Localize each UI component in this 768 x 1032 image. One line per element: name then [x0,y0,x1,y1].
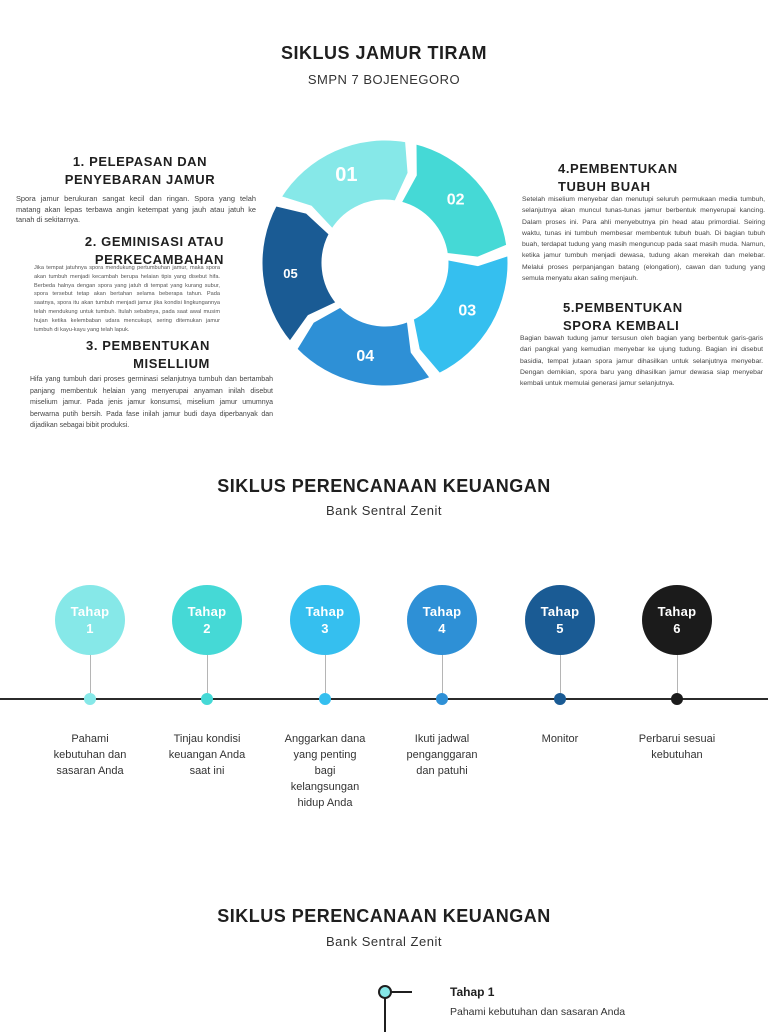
stage-dot-1 [84,693,96,705]
ring-label-4: 04 [356,347,375,365]
ring-label-3: 03 [458,302,477,320]
stage-dot-3 [319,693,331,705]
step3-heading [60,337,210,373]
stage-description-line: Anggarkan dana [284,733,366,745]
stage-number: 2 [203,621,211,636]
keuangan-title: SIKLUS PERENCANAAN KEUANGAN [217,476,551,496]
jamur-subtitle: SMPN 7 BOJENEGORO [307,72,461,87]
step2-heading-line2: PERKECAMBAHAN [94,252,224,267]
keuangan2-subtitle: Bank Sentral Zenit [326,934,442,949]
step4-heading-line1: 4.PEMBENTUKAN [558,161,678,176]
stage-description-line: sasaran Anda [56,765,124,777]
stage-description-4 [387,731,497,779]
stage-description-line: Perbarui sesuai [638,733,716,745]
stage-number: 4 [438,621,446,636]
step1-text: Spora jamur berukuran sangat kecil dan ringan. Spora yang telah matang akan lepas terbawa angin ketempat yang jauh atau jatuh ke tanah di sekitarnya. [16,194,256,225]
stage-word: Tahap [187,604,227,619]
step2-text: Jika tempat jatuhnya spora mendukung pertumbuhan jamur, maka spora akan tumbuh menjadi kecambah berupa helaian tipis yang disebut hifa. Berbeda halnya dengan spora yang jatuh di tempat yang kurang subur, spora tersebut tetap akan bertahan selama beberapa tahun. Pada saatnya, spora itu akan tumbuh menjadi jamur jika kondisi lingkungannya telah mendukung untuk tumbuh. Itulah sebabnya, pada saat awal musim hujan ketika kelembaban udara mencukupi, sering ditemukan jamur tumbuh di kayu-kayu yang telah lapuk. [34,265,220,333]
stage-number: 5 [556,621,564,636]
step4-heading [558,160,718,196]
timeline-axis [0,698,768,700]
stage-description-line: keuangan Anda [168,749,246,761]
vt-stage-label: Tahap 1 [450,985,495,999]
stage-description-5 [505,731,615,747]
stage-number: 1 [86,621,94,636]
step3-heading-line1: 3. PEMBENTUKAN [86,338,210,353]
stage-stem-5 [560,655,561,693]
stage-stem-1 [90,655,91,693]
ring-label-1: 01 [335,164,358,187]
step4-text: Setelah miselium menyebar dan menutupi seluruh permukaan media tumbuh, selanjutnya akan muncul tunas-tunas jamur berbentuk menyerupai kancing. Dalam proses ini. Para ahli menyebutnya pin head atau primordial. Seiring waktu, tunas ini tumbuh membesar membentuk tubuh buah. Di bagian tubuh buah, terdapat tudung yang masih menguncup pada saat masih muda. Namun, ketika jamur tumbuh menjadi dewasa, tudung akan merekah dan melebar. Melalui proses perpanjangan batang (elongation), cawan dan tudung yang semula menyatu akan saling menjauh. [522,196,765,283]
step2-heading-line1: 2. GEMINISASI ATAU [84,234,224,249]
vt-stage-desc: Pahami kebutuhan dan sasaran Anda [450,1006,626,1018]
stage-circle-4 [407,585,477,655]
stage-circle-5 [525,585,595,655]
step5-text: Bagian bawah tudung jamur tersusun oleh bagian yang berbentuk garis-garis dari pangkal yang kemudian menyebar ke ujung tudung. Bagian ini disebut basidia, tempat jutaan spora jamur dihasilkan untuk selanjutnya menyebar. Dengan demikian, spora baru yang dihasilkan jamur dewasa siap menyebar kembali untuk memulai generasi jamur selanjutnya. [520,335,763,388]
stage-word: Tahap [422,604,462,619]
cycle-ring [254,132,516,394]
jamur-title: SIKLUS JAMUR TIRAM [281,43,487,63]
stage-description-line: hidup Anda [297,797,353,809]
stage-description-6 [622,731,732,763]
stage-description-line: dan patuhi [416,765,468,777]
stage-description-line: Pahami [71,733,109,745]
stage-description-line: Ikuti jadwal [414,733,470,745]
step1-heading [40,153,240,189]
stage-description-line: kebutuhan dan [53,749,127,761]
stage-dot-6 [671,693,683,705]
stage-stem-2 [207,655,208,693]
stage-circle-2 [172,585,242,655]
step3-text: Hifa yang tumbuh dari proses germinasi selanjutnya tumbuh dan bertambah panjang membentuk helaian yang menyerupai anyaman inilah disebut miselium jamur. Pada jenis jamur konsumsi, miselium jamur umumnya berwarna putih bersih. Pada fase inilah jamur budi daya diperbanyak dan dijadikan sebagai bibit produksi. [30,376,273,429]
step5-heading-line2: SPORA KEMBALI [563,318,680,333]
step1-heading-line1: 1. PELEPASAN DAN [72,154,208,169]
stage-description-line: penganggaran [406,749,478,761]
stage-number: 6 [673,621,681,636]
stage-stem-6 [677,655,678,693]
stage-word: Tahap [70,604,110,619]
step5-heading-line1: 5.PEMBENTUKAN [563,300,683,315]
stage-circle-1 [55,585,125,655]
step1-heading-line2: PENYEBARAN JAMUR [64,172,216,187]
stage-description-2 [152,731,262,779]
stage-number: 3 [321,621,329,636]
stage-stem-4 [442,655,443,693]
stage-description-line: bagi [314,765,336,777]
stage-description-1 [35,731,145,779]
stage-stem-3 [325,655,326,693]
stage-circle-6 [642,585,712,655]
stage-description-line: kelangsungan [290,781,360,793]
keuangan2-title: SIKLUS PERENCANAAN KEUANGAN [217,906,551,926]
stage-word: Tahap [540,604,580,619]
stage-dot-4 [436,693,448,705]
ring-label-5: 05 [283,265,298,281]
stage-circle-3 [290,585,360,655]
stage-description-line: Tinjau kondisi [173,733,241,745]
stage-dot-2 [201,693,213,705]
keuangan-subtitle: Bank Sentral Zenit [326,503,442,518]
stage-description-line: saat ini [189,765,225,777]
stage-description-line: Monitor [541,733,579,745]
stage-description-line: kebutuhan [651,749,703,761]
step4-heading-line2: TUBUH BUAH [558,179,651,194]
stage-description-3 [270,731,380,811]
stage-description-line: yang penting [293,749,357,761]
ring-label-2: 02 [446,191,465,209]
step3-heading-line2: MISELLIUM [133,356,210,371]
step5-heading [563,299,723,335]
stage-word: Tahap [657,604,697,619]
vertical-timeline-dot [378,985,392,999]
stage-word: Tahap [305,604,345,619]
stage-dot-5 [554,693,566,705]
